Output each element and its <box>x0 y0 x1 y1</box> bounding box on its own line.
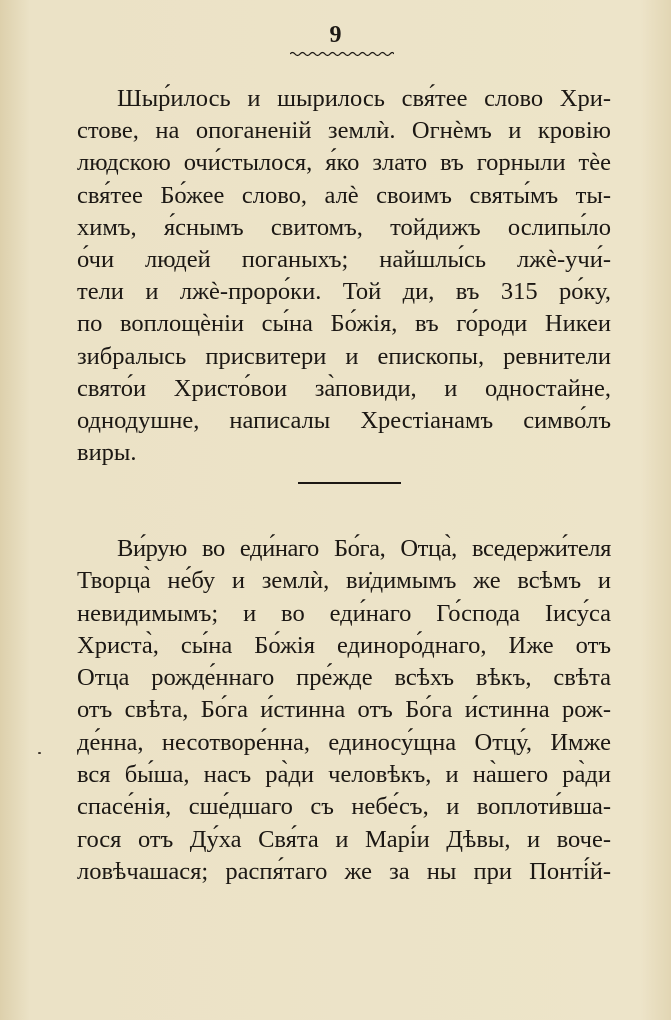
text-line: Шыр́илось и шырилось свя́тее слово Хри- <box>117 85 611 112</box>
text-line: виры. <box>77 439 137 467</box>
text-line: Ви́рую во еди́наго Бо́га, Отца̀, вседержи́теля <box>117 535 611 562</box>
text-line: химъ, я́снымъ свитомъ, тойдижъ ослипы́ло <box>77 213 611 241</box>
paper-speck <box>38 752 41 754</box>
text-line: спасе́нія, сше́дшаго съ небе́съ, и воплоти́вша- <box>77 793 611 821</box>
text-line: вся бы́ша, насъ ра̀ди человѣкъ, и на̀шего ра̀ди <box>77 761 611 789</box>
text-line: Отца рожде́ннаго пре́жде всѣхъ вѣкъ, свѣта <box>77 664 611 692</box>
text-line: свято́и Христо́вои за̀повиди, и одностайне, <box>77 374 611 402</box>
page-number: 9 <box>329 22 342 48</box>
text-line: де́нна, несотворе́нна, единосу́щна Отцу́, Имже <box>77 728 611 756</box>
text-line: Творца̀ не́бу и землѝ, ви̇димымъ же всѣмъ и <box>77 567 611 595</box>
creed-paragraph <box>77 533 611 888</box>
section-divider <box>298 482 401 484</box>
text-line: невидимымъ; и во еди́наго Го́спода Іису́са <box>77 599 611 627</box>
text-line: зибралысь присвитери и епископы, ревнители <box>77 342 611 370</box>
wavy-ornament-rule <box>290 50 394 58</box>
text-line: по воплощѐніи сы́на Бо́жія, въ го́роди Никеи <box>77 310 611 338</box>
text-line: тели и лжѐ-проро́ки. Той ди, въ 315 ро́ку, <box>77 278 611 306</box>
text-line: ловѣчашася; распя́таго же за ны при Понті́й- <box>77 857 611 885</box>
text-line: людскою очи́стылося, я́ко злато въ горныли тѐе <box>77 149 611 177</box>
text-line: гося отъ Ду́ха Свя́та и Марі́и Дѣвы, и воче- <box>77 825 611 853</box>
text-line: однодушне, написалы Хрестіанамъ симво́лъ <box>77 407 611 435</box>
text-line: отъ свѣта, Бо́га и́стинна отъ Бо́га и́стинна рож- <box>77 696 611 724</box>
text-line: стове, на опоганеній землѝ. Огнѐмъ и кровію <box>77 117 611 145</box>
text-line: о́чи людей поганыхъ; найшлы́сь лжѐ-учи́- <box>77 246 611 274</box>
text-line: свя́тее Бо́жее слово, алѐ своимъ святы́мъ ты- <box>77 181 611 209</box>
text-line: Христа̀, сы́на Бо́жія единоро́днаго, Иже отъ <box>77 631 611 659</box>
intro-paragraph <box>77 83 611 469</box>
